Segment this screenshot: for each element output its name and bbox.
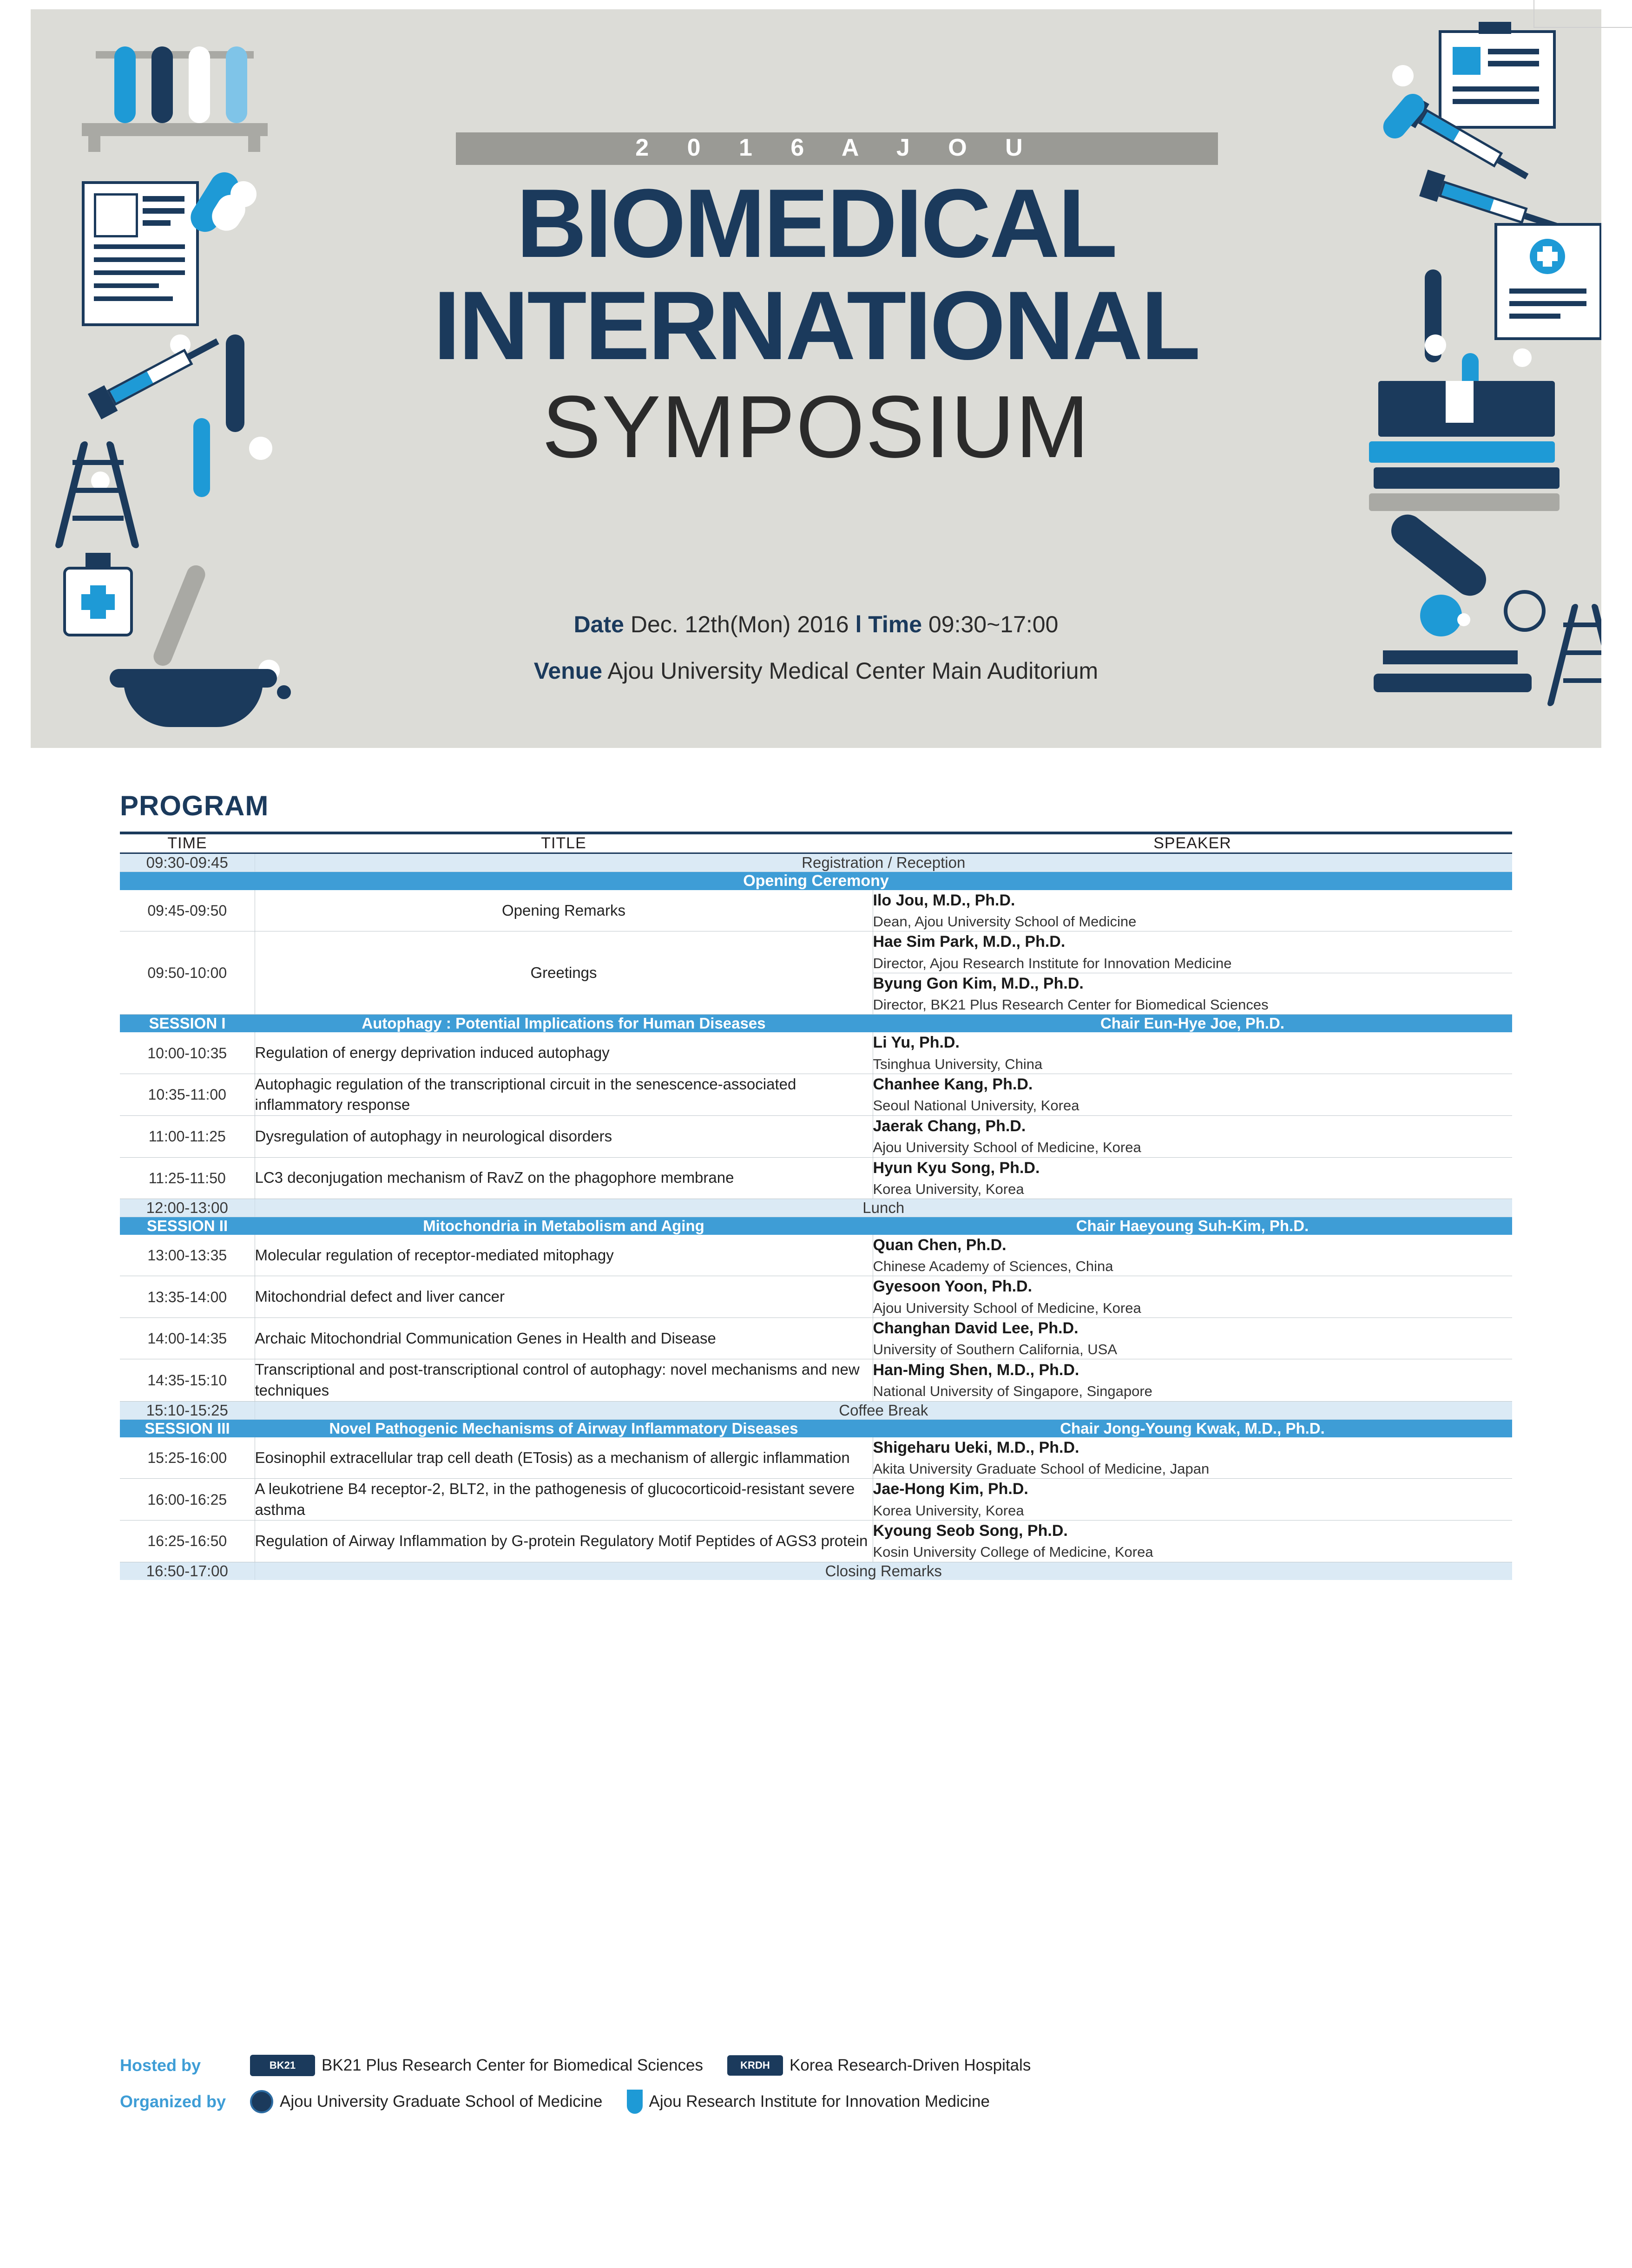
row-time: 09:50-10:00 — [120, 931, 255, 1015]
row-title: Transcriptional and post-transcriptional control of autophagy: novel mechanisms and new techniques — [255, 1359, 873, 1401]
speaker-affiliation: Director, BK21 Plus Research Center for Biomedical Sciences — [873, 996, 1269, 1013]
speaker-name: Jaerak Chang, Ph.D. — [873, 1117, 1026, 1135]
row-time: 10:35-11:00 — [120, 1074, 255, 1115]
row-title: Molecular regulation of receptor-mediated mitophagy — [255, 1235, 873, 1276]
row-title: A leukotriene B4 receptor-2, BLT2, in the pathogenesis of glucocorticoid-resistant severe asthma — [255, 1479, 873, 1521]
session-header-row — [120, 1015, 1512, 1033]
row-time: 16:00-16:25 — [120, 1479, 255, 1521]
row-time: 14:35-15:10 — [120, 1359, 255, 1401]
row-time: 14:00-14:35 — [120, 1318, 255, 1359]
row-time: 09:30-09:45 — [120, 853, 255, 872]
row-time: 10:00-10:35 — [120, 1032, 255, 1074]
row-title: Eosinophil extracellular trap cell death (ETosis) as a mechanism of allergic inflammation — [255, 1437, 873, 1479]
time-value: 09:30~17:00 — [928, 611, 1059, 637]
speaker-affiliation: Ajou University School of Medicine, Korea — [873, 1139, 1141, 1156]
row-title: Greetings — [255, 931, 873, 1015]
organized-org-ariim — [627, 2090, 990, 2114]
session-header-row — [120, 1217, 1512, 1235]
row-title: Mitochondrial defect and liver cancer — [255, 1276, 873, 1318]
speaker-affiliation: Seoul National University, Korea — [873, 1097, 1079, 1114]
poster-title-line3: SYMPOSIUM — [542, 378, 1090, 476]
hosted-by-label: Hosted by — [120, 2056, 201, 2075]
row-title: Opening Remarks — [255, 890, 873, 931]
speaker-affiliation: Kosin University College of Medicine, Korea — [873, 1544, 1153, 1560]
krdh-logo-icon: KRDH — [727, 2055, 783, 2076]
row-time: 15:25-16:00 — [120, 1437, 255, 1479]
row-speaker — [873, 1276, 1512, 1318]
row-time: 11:25-11:50 — [120, 1157, 255, 1199]
row-time: 09:45-09:50 — [120, 890, 255, 931]
table-row — [120, 1479, 1512, 1521]
hosted-by-row — [120, 2051, 1514, 2080]
ajou-seal-icon — [250, 2090, 273, 2113]
column-header-speaker: SPEAKER — [873, 833, 1512, 853]
test-tube-rack-icon — [82, 37, 268, 144]
row-speaker — [873, 1116, 1512, 1157]
speaker-name: Changhan David Lee, Ph.D. — [873, 1319, 1079, 1337]
speaker-affiliation: Tsinghua University, China — [873, 1055, 1043, 1072]
column-header-title: TITLE — [255, 833, 873, 853]
session-label: SESSION II — [120, 1217, 255, 1235]
speaker-affiliation: University of Southern California, USA — [873, 1341, 1118, 1358]
speaker-name: Quan Chen, Ph.D. — [873, 1236, 1007, 1254]
bk21-logo-icon: BK21 — [250, 2055, 315, 2076]
speaker-name: Gyesoon Yoon, Ph.D. — [873, 1278, 1033, 1296]
date-label: Date — [573, 611, 624, 637]
speaker-affiliation: Akita University Graduate School of Medicine, Japan — [873, 1460, 1210, 1477]
row-time: 16:50-17:00 — [120, 1562, 255, 1580]
table-row — [120, 1157, 1512, 1199]
table-row — [120, 890, 1512, 931]
speaker-name: Jae-Hong Kim, Ph.D. — [873, 1480, 1028, 1498]
row-speaker — [873, 1521, 1512, 1562]
table-row — [120, 1276, 1512, 1318]
speaker-affiliation: Korea University, Korea — [873, 1180, 1024, 1197]
row-speaker — [873, 890, 1512, 931]
table-row — [120, 1401, 1512, 1419]
speaker-affiliation: Director, Ajou Research Institute for Innovation Medicine — [873, 955, 1232, 971]
table-row — [120, 1116, 1512, 1157]
row-speaker — [873, 1359, 1512, 1401]
crop-mark-right — [1533, 27, 1632, 28]
row-band-label: Lunch — [255, 1199, 1512, 1217]
organized-org-label: Ajou University Graduate School of Medicine — [280, 2092, 603, 2111]
crop-mark-top — [1533, 0, 1534, 28]
date-value: Dec. 12th(Mon) 2016 — [630, 611, 849, 637]
speaker-name: Chanhee Kang, Ph.D. — [873, 1075, 1033, 1094]
row-time: 12:00-13:00 — [120, 1199, 255, 1217]
meta-separator: l — [855, 611, 862, 637]
page-title: PROGRAM — [120, 790, 269, 821]
poster-decorations — [31, 9, 1601, 748]
session-chair: Chair Jong-Young Kwak, M.D., Ph.D. — [873, 1419, 1512, 1437]
speaker-affiliation: National University of Singapore, Singapore — [873, 1383, 1152, 1399]
table-row — [120, 1359, 1512, 1401]
table-row — [120, 1199, 1512, 1217]
row-speaker — [873, 1318, 1512, 1359]
poster-date-time — [31, 611, 1601, 638]
row-title: Regulation of energy deprivation induced autophagy — [255, 1032, 873, 1074]
hosted-org-krdh — [727, 2055, 1031, 2076]
row-time: 13:35-14:00 — [120, 1276, 255, 1318]
hosted-org-label: Korea Research-Driven Hospitals — [789, 2056, 1031, 2074]
row-time: 13:00-13:35 — [120, 1235, 255, 1276]
venue-value: Ajou University Medical Center Main Auditorium — [607, 658, 1099, 684]
table-row — [120, 1562, 1512, 1580]
ariim-ribbon-icon — [627, 2090, 643, 2114]
speaker-affiliation: Dean, Ajou University School of Medicine — [873, 913, 1137, 930]
row-speaker — [873, 1479, 1512, 1521]
row-speaker — [873, 1032, 1512, 1074]
speaker-affiliation: Chinese Academy of Sciences, China — [873, 1258, 1113, 1275]
time-label: Time — [868, 611, 922, 637]
row-speaker — [873, 973, 1512, 1014]
speaker-name: Byung Gon Kim, M.D., Ph.D. — [873, 974, 1084, 992]
session-header-row — [120, 1419, 1512, 1437]
session-label: SESSION I — [120, 1015, 255, 1033]
session-label: SESSION III — [120, 1419, 255, 1437]
program-table-wrap — [120, 832, 1512, 1580]
row-speaker — [873, 1235, 1512, 1276]
speaker-name: Li Yu, Ph.D. — [873, 1034, 960, 1052]
mortar-pestle-icon — [96, 562, 291, 715]
venue-label: Venue — [533, 658, 603, 684]
poster-title-line1: BIOMEDICAL — [516, 169, 1116, 278]
program-table — [120, 832, 1512, 1580]
speaker-affiliation: Korea University, Korea — [873, 1502, 1024, 1519]
speaker-name: Kyoung Seob Song, Ph.D. — [873, 1522, 1068, 1540]
pill-icon — [1392, 65, 1414, 86]
session-title: Novel Pathogenic Mechanisms of Airway Inflammatory Diseases — [255, 1419, 873, 1437]
row-title: Archaic Mitochondrial Communication Genes in Health and Disease — [255, 1318, 873, 1359]
row-time: 16:25-16:50 — [120, 1521, 255, 1562]
row-title: Autophagic regulation of the transcriptional circuit in the senescence-associated inflammatory response — [255, 1074, 873, 1115]
organized-org-ajou — [250, 2090, 603, 2113]
row-title: Regulation of Airway Inflammation by G-protein Regulatory Motif Peptides of AGS3 protein — [255, 1521, 873, 1562]
speaker-name: Hyun Kyu Song, Ph.D. — [873, 1159, 1040, 1177]
organized-by-row — [120, 2087, 1514, 2116]
row-time: 11:00-11:25 — [120, 1116, 255, 1157]
table-row — [120, 1032, 1512, 1074]
row-title: LC3 deconjugation mechanism of RavZ on the phagophore membrane — [255, 1157, 873, 1199]
row-band-label: Closing Remarks — [255, 1562, 1512, 1580]
hosted-org-bk21 — [250, 2055, 703, 2076]
session-title: Autophagy : Potential Implications for Human Diseases — [255, 1015, 873, 1033]
speaker-name: Hae Sim Park, M.D., Ph.D. — [873, 933, 1066, 951]
poster-hero — [31, 9, 1601, 748]
speaker-name: Shigeharu Ueki, M.D., Ph.D. — [873, 1438, 1079, 1456]
hosted-org-label: BK21 Plus Research Center for Biomedical Sciences — [322, 2056, 703, 2074]
footer — [120, 2051, 1514, 2124]
column-header-time: TIME — [120, 833, 255, 853]
session-title: Mitochondria in Metabolism and Aging — [255, 1217, 873, 1235]
row-band-label: Registration / Reception — [255, 853, 1512, 872]
session-chair: Chair Haeyoung Suh-Kim, Ph.D. — [873, 1217, 1512, 1235]
poster-title-line2: INTERNATIONAL — [433, 271, 1199, 380]
row-speaker — [873, 1437, 1512, 1479]
session-chair: Chair Eun-Hye Joe, Ph.D. — [873, 1015, 1512, 1033]
row-speaker — [873, 1157, 1512, 1199]
row-band-label: Opening Ceremony — [120, 872, 1512, 891]
row-speaker — [873, 931, 1512, 973]
row-time: 15:10-15:25 — [120, 1401, 255, 1419]
table-row — [120, 853, 1512, 872]
speaker-name: Ilo Jou, M.D., Ph.D. — [873, 891, 1015, 909]
table-row — [120, 872, 1512, 891]
table-header-row — [120, 833, 1512, 853]
row-band-label: Coffee Break — [255, 1401, 1512, 1419]
table-row — [120, 1235, 1512, 1276]
speaker-name: Han-Ming Shen, M.D., Ph.D. — [873, 1361, 1079, 1379]
table-row — [120, 1521, 1512, 1562]
row-speaker — [873, 1074, 1512, 1115]
speaker-affiliation: Ajou University School of Medicine, Korea — [873, 1299, 1141, 1316]
table-row — [120, 1318, 1512, 1359]
row-title: Dysregulation of autophagy in neurological disorders — [255, 1116, 873, 1157]
organized-by-label: Organized by — [120, 2092, 226, 2111]
organized-org-label: Ajou Research Institute for Innovation Medicine — [649, 2092, 990, 2111]
poster-venue — [31, 657, 1601, 684]
table-row — [120, 1437, 1512, 1479]
poster-year: 2 0 1 6 A J O U — [635, 134, 1039, 161]
table-row — [120, 931, 1512, 973]
table-row — [120, 1074, 1512, 1115]
